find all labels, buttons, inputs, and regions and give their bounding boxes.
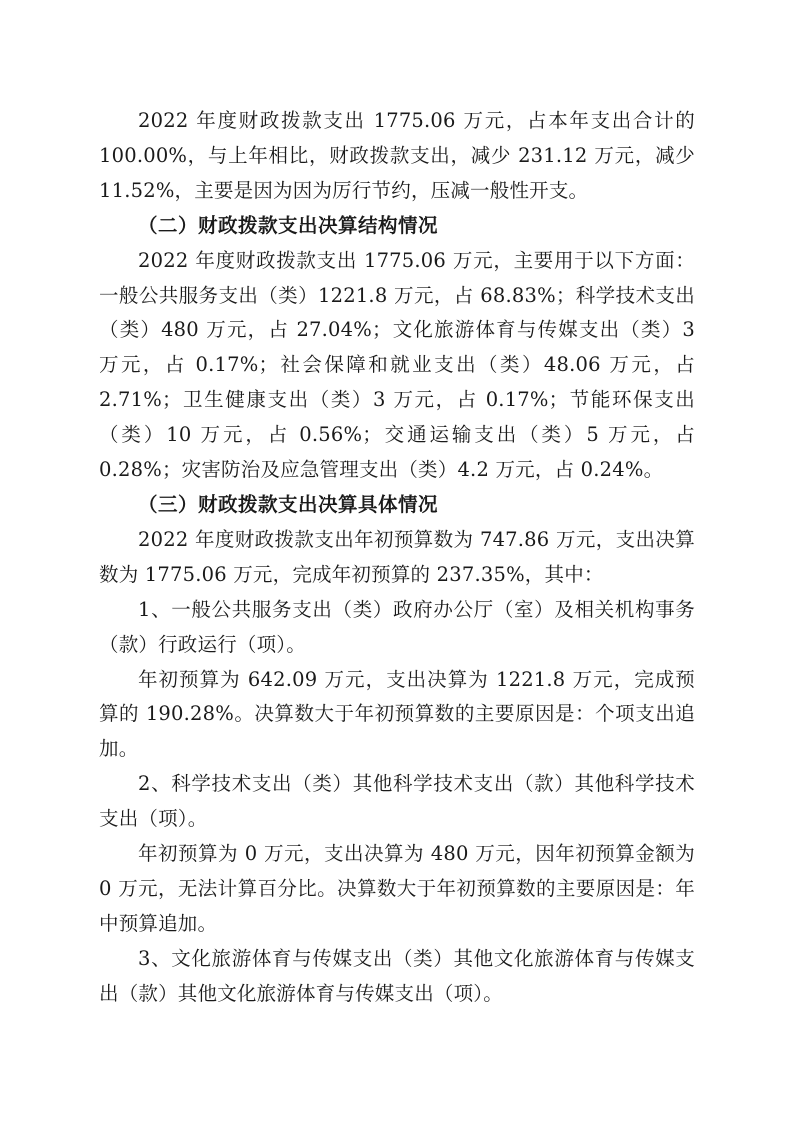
item-heading-3: 3、文化旅游体育与传媒支出（类）其他文化旅游体育与传媒支出（款）其他文化旅游体育与传媒支出（项）。 [99, 946, 695, 1005]
document-body [99, 104, 695, 1012]
item-detail-1: 年初预算为 642.09 万元，支出决算为 1221.8 万元，完成预算的 190.28%。决算数大于年初预算数的主要原因是：个项支出追加。 [99, 667, 695, 761]
paragraph-expenditure-structure: 2022 年度财政拨款支出 1775.06 万元，主要用于以下方面：一般公共服务支出（类）1221.8 万元，占 68.83%；科学技术支出（类）480 万元，占 27.04%；文化旅游体育与传媒支出（类）3 万元，占 0.17%；社会保障和就业支出（类）48.06 万元，占 2.71%；卫生健康支出（类）3 万元，占 0.17%；节能环保支出（类）10 万元，占 0.56%；交通运输支出（类）5 万元，占 0.28%；灾害防治及应急管理支出（类）4.2 万元，占 0.24%。 [99, 248, 695, 482]
paragraph-expenditure-total: 2022 年度财政拨款支出 1775.06 万元，占本年支出合计的 100.00%，与上年相比，财政拨款支出，减少 231.12 万元，减少 11.52%，主要是因为因为厉行节约，压减一般性开支。 [99, 109, 695, 202]
item-heading-2: 2、科学技术支出（类）其他科学技术支出（款）其他科学技术支出（项）。 [99, 772, 695, 831]
paragraph-budget-summary: 2022 年度财政拨款支出年初预算数为 747.86 万元，支出决算数为 1775.06 万元，完成年初预算的 237.35%，其中： [99, 527, 695, 586]
item-heading-1: 1、一般公共服务支出（类）政府办公厅（室）及相关机构事务（款）行政运行（项）。 [99, 597, 695, 656]
section-heading-structure: （二）财政拨款支出决算结构情况 [138, 213, 439, 237]
section-heading-details: （三）财政拨款支出决算具体情况 [138, 492, 439, 516]
item-detail-2: 年初预算为 0 万元，支出决算为 480 万元，因年初预算金额为 0 万元，无法计算百分比。决算数大于年初预算数的主要原因是：年中预算追加。 [99, 842, 695, 935]
